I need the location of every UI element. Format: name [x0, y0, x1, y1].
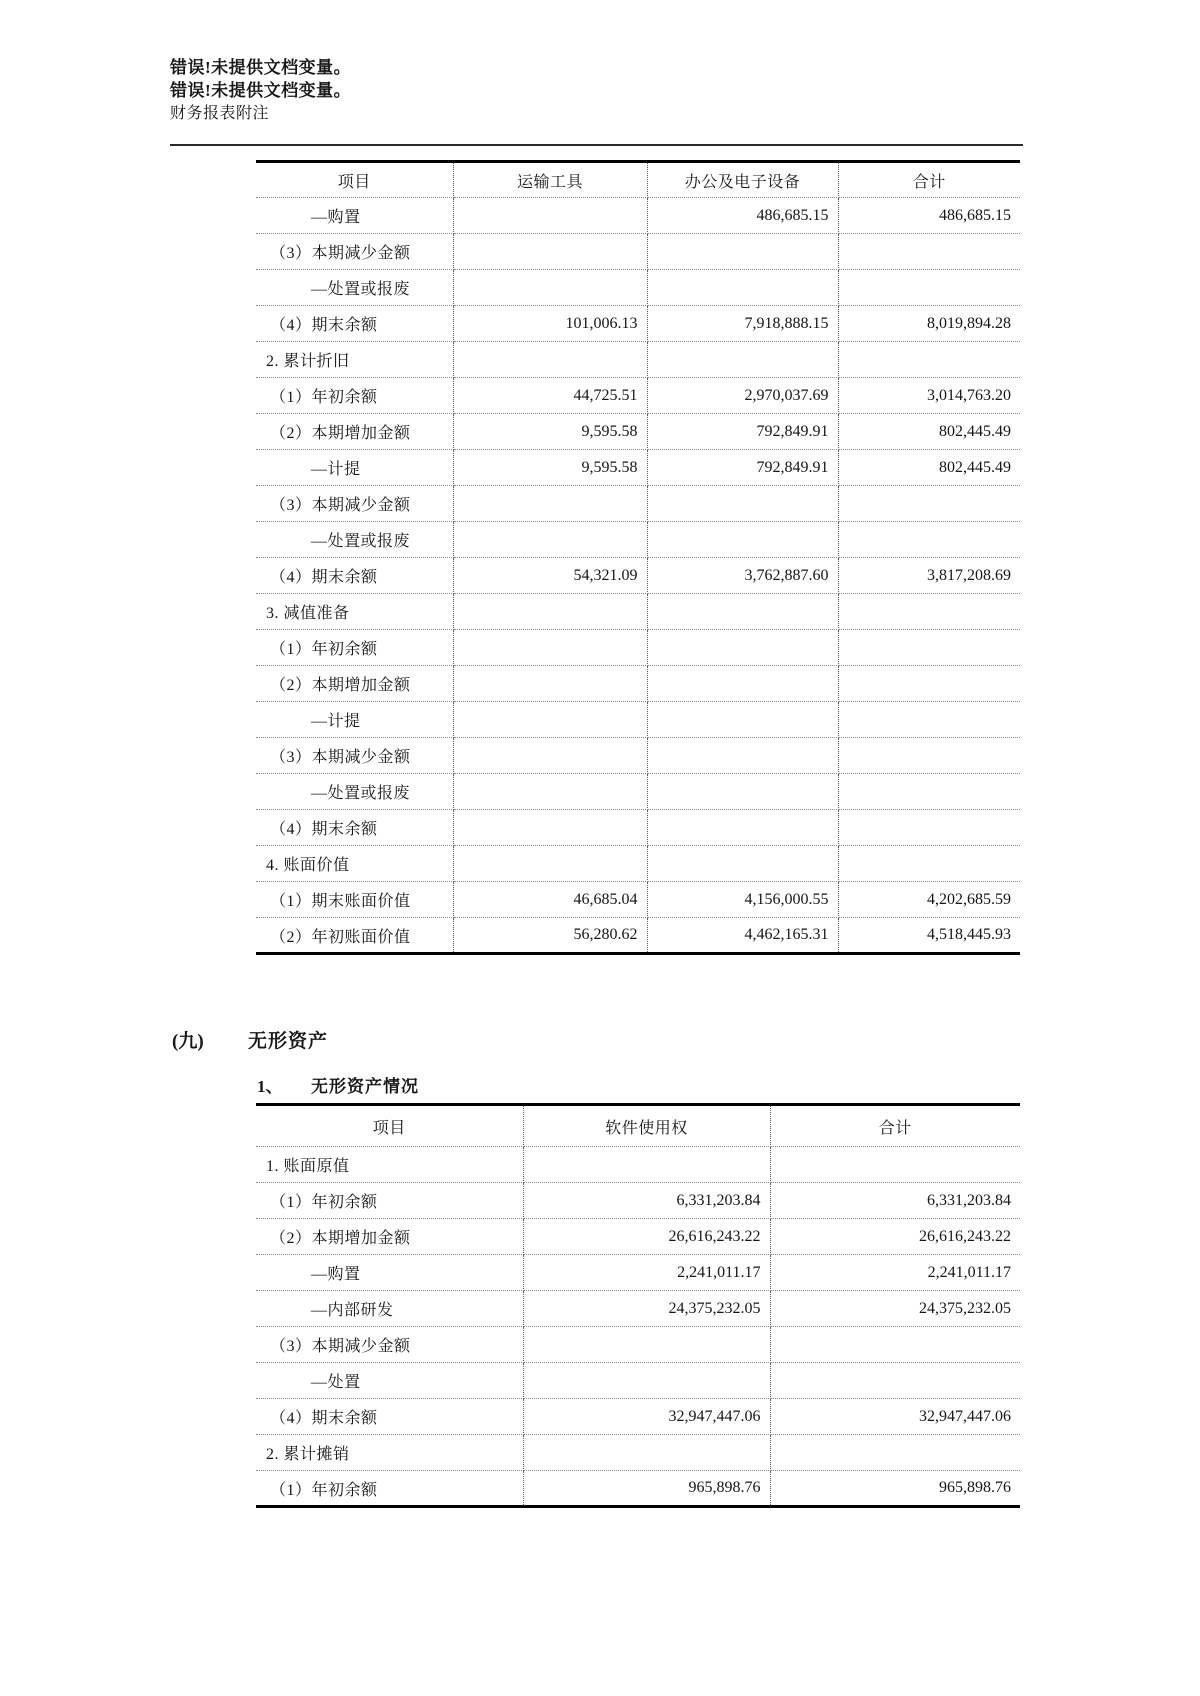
table-row — [256, 1435, 1020, 1471]
column-header: 合计 — [838, 162, 1020, 198]
row-label-cell: （2）年初账面价值 — [256, 918, 453, 954]
row-label-cell: （3）本期减少金额 — [256, 234, 453, 270]
table-row — [256, 378, 1020, 414]
value-cell: 792,849.91 — [647, 450, 838, 486]
row-label-cell: —处置或报废 — [256, 774, 453, 810]
table-row — [256, 738, 1020, 774]
value-cell: 2,241,011.17 — [523, 1255, 770, 1291]
table-row — [256, 666, 1020, 702]
row-label-cell: 1. 账面原值 — [256, 1147, 523, 1183]
row-label-cell: （2）本期增加金额 — [256, 666, 453, 702]
value-cell — [453, 774, 647, 810]
table-row — [256, 1327, 1020, 1363]
row-label-cell: （1）年初余额 — [256, 378, 453, 414]
row-label-cell: 4. 账面价值 — [256, 846, 453, 882]
value-cell: 3,762,887.60 — [647, 558, 838, 594]
row-label-cell: （4）期末余额 — [256, 558, 453, 594]
column-header: 合计 — [770, 1105, 1020, 1147]
value-cell — [453, 342, 647, 378]
value-cell — [838, 234, 1020, 270]
row-label-cell: （3）本期减少金额 — [256, 1327, 523, 1363]
value-cell — [838, 702, 1020, 738]
table-row — [256, 306, 1020, 342]
value-cell: 4,202,685.59 — [838, 882, 1020, 918]
row-label-cell: （1）年初余额 — [256, 630, 453, 666]
section-heading — [0, 1026, 1200, 1052]
value-cell — [838, 486, 1020, 522]
value-cell — [453, 630, 647, 666]
value-cell — [453, 522, 647, 558]
row-label-cell: —购置 — [256, 198, 453, 234]
row-label-cell: （2）本期增加金额 — [256, 1219, 523, 1255]
subsection-title: 无形资产情况 — [311, 1077, 419, 1096]
value-cell: 101,006.13 — [453, 306, 647, 342]
value-cell: 3,817,208.69 — [838, 558, 1020, 594]
table-row — [256, 234, 1020, 270]
table-row — [256, 810, 1020, 846]
value-cell — [647, 234, 838, 270]
value-cell: 6,331,203.84 — [770, 1183, 1020, 1219]
page-header — [170, 56, 351, 125]
value-cell — [453, 486, 647, 522]
row-label-cell: —处置 — [256, 1363, 523, 1399]
value-cell: 46,685.04 — [453, 882, 647, 918]
value-cell — [838, 738, 1020, 774]
row-label-cell: —购置 — [256, 1255, 523, 1291]
value-cell — [838, 666, 1020, 702]
intangible-assets-table — [256, 1103, 1020, 1508]
value-cell: 792,849.91 — [647, 414, 838, 450]
header-rule — [170, 144, 1023, 146]
row-label-cell: —处置或报废 — [256, 270, 453, 306]
value-cell — [647, 522, 838, 558]
value-cell — [647, 846, 838, 882]
table-row — [256, 450, 1020, 486]
value-cell: 9,595.58 — [453, 450, 647, 486]
table-row — [256, 1399, 1020, 1435]
row-label-cell: （1）期末账面价值 — [256, 882, 453, 918]
table-row — [256, 630, 1020, 666]
value-cell — [647, 666, 838, 702]
row-label-cell: （1）年初余额 — [256, 1471, 523, 1507]
row-label-cell: —处置或报废 — [256, 522, 453, 558]
value-cell — [647, 342, 838, 378]
value-cell: 486,685.15 — [647, 198, 838, 234]
row-label-cell: —计提 — [256, 702, 453, 738]
value-cell: 4,156,000.55 — [647, 882, 838, 918]
value-cell — [647, 738, 838, 774]
table-row — [256, 1183, 1020, 1219]
value-cell — [647, 774, 838, 810]
table-row — [256, 522, 1020, 558]
value-cell: 44,725.51 — [453, 378, 647, 414]
subsection-number: 1、 — [257, 1077, 283, 1096]
table-row — [256, 1291, 1020, 1327]
table-row — [256, 414, 1020, 450]
value-cell — [647, 702, 838, 738]
value-cell — [523, 1363, 770, 1399]
value-cell: 2,970,037.69 — [647, 378, 838, 414]
table-row — [256, 486, 1020, 522]
table-row — [256, 270, 1020, 306]
value-cell — [453, 846, 647, 882]
table-row — [256, 1255, 1020, 1291]
value-cell — [453, 198, 647, 234]
value-cell: 3,014,763.20 — [838, 378, 1020, 414]
table-row — [256, 1363, 1020, 1399]
value-cell: 56,280.62 — [453, 918, 647, 954]
value-cell — [453, 702, 647, 738]
table-row — [256, 594, 1020, 630]
value-cell: 4,518,445.93 — [927, 926, 1011, 943]
value-cell — [770, 1435, 1020, 1471]
value-cell: 4,462,165.31 — [647, 918, 838, 954]
column-header: 软件使用权 — [523, 1105, 770, 1147]
column-header: 项目 — [256, 1105, 523, 1147]
value-cell — [770, 1147, 1020, 1183]
table-row — [256, 882, 1020, 918]
header-doc-title: 财务报表附注 — [170, 105, 270, 122]
row-label-cell: （1）年初余额 — [256, 1183, 523, 1219]
value-cell: 965,898.76 — [523, 1471, 770, 1507]
value-cell — [523, 1327, 770, 1363]
row-label-cell: （2）本期增加金额 — [256, 414, 453, 450]
header-error-line-1: 错误!未提供文档变量。 — [170, 58, 352, 77]
value-cell — [838, 810, 1020, 846]
row-label-cell: 2. 累计折旧 — [256, 342, 453, 378]
value-cell: 24,375,232.05 — [770, 1291, 1020, 1327]
row-label-cell: 2. 累计摊销 — [256, 1435, 523, 1471]
value-cell — [838, 594, 1020, 630]
value-cell — [647, 270, 838, 306]
header-error-line-2: 错误!未提供文档变量。 — [170, 81, 352, 100]
value-cell: 32,947,447.06 — [523, 1399, 770, 1435]
value-cell — [838, 846, 1020, 882]
value-cell — [453, 666, 647, 702]
table-row — [256, 774, 1020, 810]
table-row — [256, 918, 1020, 954]
table-header-row — [256, 162, 1020, 198]
table-row — [256, 1219, 1020, 1255]
value-cell — [453, 270, 647, 306]
value-cell — [647, 486, 838, 522]
section-number: (九) — [172, 1031, 204, 1052]
value-cell — [453, 234, 647, 270]
value-cell — [523, 1147, 770, 1183]
column-header: 办公及电子设备 — [647, 162, 838, 198]
table-row — [256, 198, 1020, 234]
value-cell — [647, 594, 838, 630]
value-cell: 7,918,888.15 — [647, 306, 838, 342]
value-cell — [523, 1435, 770, 1471]
table-row — [256, 1471, 1020, 1507]
value-cell: 965,898.76 — [939, 1479, 1011, 1496]
value-cell: 26,616,243.22 — [770, 1219, 1020, 1255]
row-label-cell: 3. 减值准备 — [256, 594, 453, 630]
value-cell: 2,241,011.17 — [770, 1255, 1020, 1291]
value-cell — [453, 594, 647, 630]
table-row — [256, 846, 1020, 882]
value-cell — [770, 1363, 1020, 1399]
row-label-cell: （3）本期减少金额 — [256, 486, 453, 522]
value-cell — [838, 342, 1020, 378]
fixed-assets-table — [256, 160, 1020, 955]
row-label-cell: （4）期末余额 — [256, 810, 453, 846]
row-label-cell: —计提 — [256, 450, 453, 486]
value-cell — [770, 1327, 1020, 1363]
subsection-heading — [0, 1072, 1200, 1096]
value-cell: 486,685.15 — [838, 198, 1020, 234]
value-cell: 802,445.49 — [838, 450, 1020, 486]
value-cell — [838, 270, 1020, 306]
value-cell — [647, 630, 838, 666]
column-header: 运输工具 — [453, 162, 647, 198]
value-cell — [838, 630, 1020, 666]
table-row — [256, 342, 1020, 378]
value-cell: 54,321.09 — [453, 558, 647, 594]
value-cell — [647, 810, 838, 846]
value-cell: 802,445.49 — [838, 414, 1020, 450]
value-cell: 6,331,203.84 — [523, 1183, 770, 1219]
value-cell — [453, 810, 647, 846]
row-label-cell: （4）期末余额 — [256, 306, 453, 342]
value-cell: 26,616,243.22 — [523, 1219, 770, 1255]
value-cell — [838, 774, 1020, 810]
value-cell — [838, 522, 1020, 558]
table-row — [256, 702, 1020, 738]
value-cell: 32,947,447.06 — [770, 1399, 1020, 1435]
row-label-cell: （3）本期减少金额 — [256, 738, 453, 774]
value-cell: 8,019,894.28 — [838, 306, 1020, 342]
row-label-cell: —内部研发 — [256, 1291, 523, 1327]
row-label-cell: （4）期末余额 — [256, 1399, 523, 1435]
section-title: 无形资产 — [248, 1031, 329, 1052]
column-header: 项目 — [256, 162, 453, 198]
table-row — [256, 1147, 1020, 1183]
table-header-row — [256, 1105, 1020, 1147]
value-cell — [453, 738, 647, 774]
value-cell: 9,595.58 — [453, 414, 647, 450]
value-cell: 24,375,232.05 — [523, 1291, 770, 1327]
table-row — [256, 558, 1020, 594]
